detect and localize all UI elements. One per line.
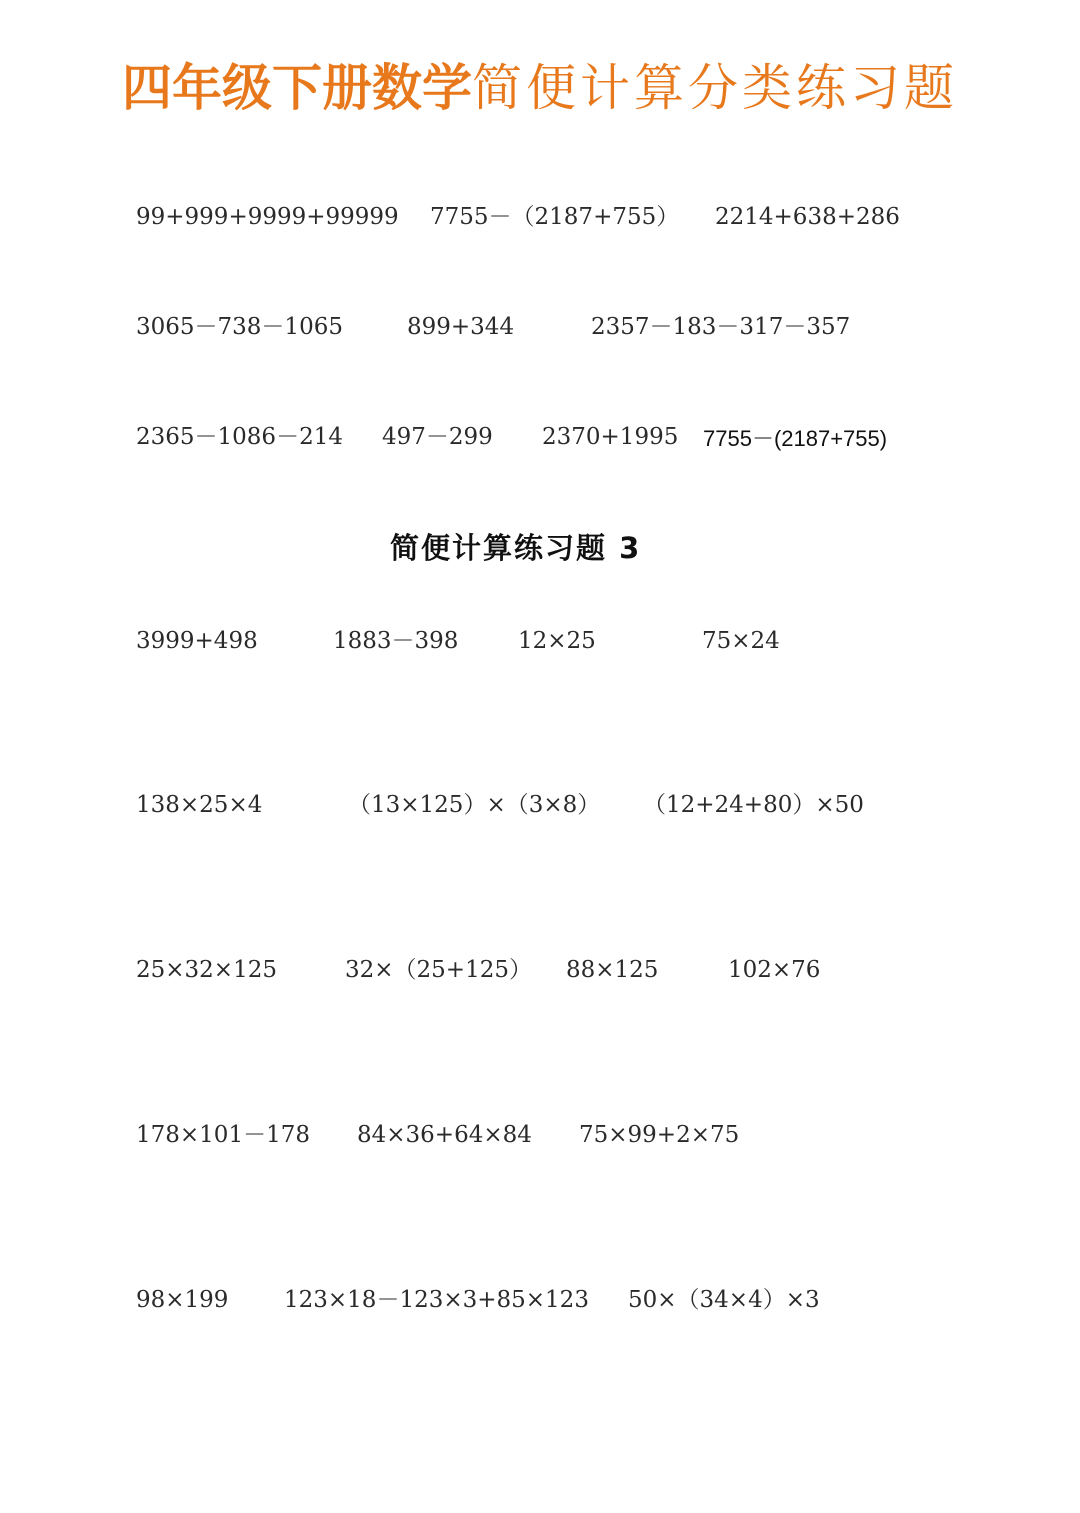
problem: 2365－1086－214	[136, 424, 343, 450]
problem: 32×（25+125）	[345, 957, 532, 983]
problem: 3999+498	[136, 628, 258, 654]
problem: 7755－（2187+755）	[430, 204, 680, 230]
problem: 2214+638+286	[715, 204, 900, 230]
page-title	[122, 56, 958, 120]
problem: 102×76	[728, 957, 821, 983]
problem: 138×25×4	[136, 792, 263, 818]
problem: 75×99+2×75	[579, 1122, 740, 1148]
problem: 75×24	[702, 628, 780, 654]
problem: 12×25	[518, 628, 596, 654]
problem: 98×199	[136, 1287, 229, 1313]
problem: （12+24+80）×50	[643, 792, 864, 818]
problem: 7755－(2187+755)	[703, 426, 888, 451]
page-title-grade: 四年级下册数学	[122, 59, 472, 117]
problem: 497－299	[382, 424, 493, 450]
problem: 50×（34×4）×3	[628, 1287, 820, 1313]
section-title: 简便计算练习题 3	[390, 531, 642, 565]
problem: 88×125	[566, 957, 659, 983]
problem: 25×32×125	[136, 957, 277, 983]
problem: 2357－183－317－357	[591, 314, 851, 340]
problem: 178×101－178	[136, 1122, 310, 1148]
problem: 1883－398	[333, 628, 459, 654]
problem: 2370+1995	[542, 424, 679, 450]
problem: 3065－738－1065	[136, 314, 343, 340]
problem: 99+999+9999+99999	[136, 204, 399, 230]
problem: （13×125）×（3×8）	[348, 792, 601, 818]
problem: 84×36+64×84	[357, 1122, 532, 1148]
problem: 899+344	[407, 314, 515, 340]
problem: 123×18－123×3+85×123	[284, 1287, 589, 1313]
page-title-topic: 简便计算分类练习题	[472, 59, 958, 117]
